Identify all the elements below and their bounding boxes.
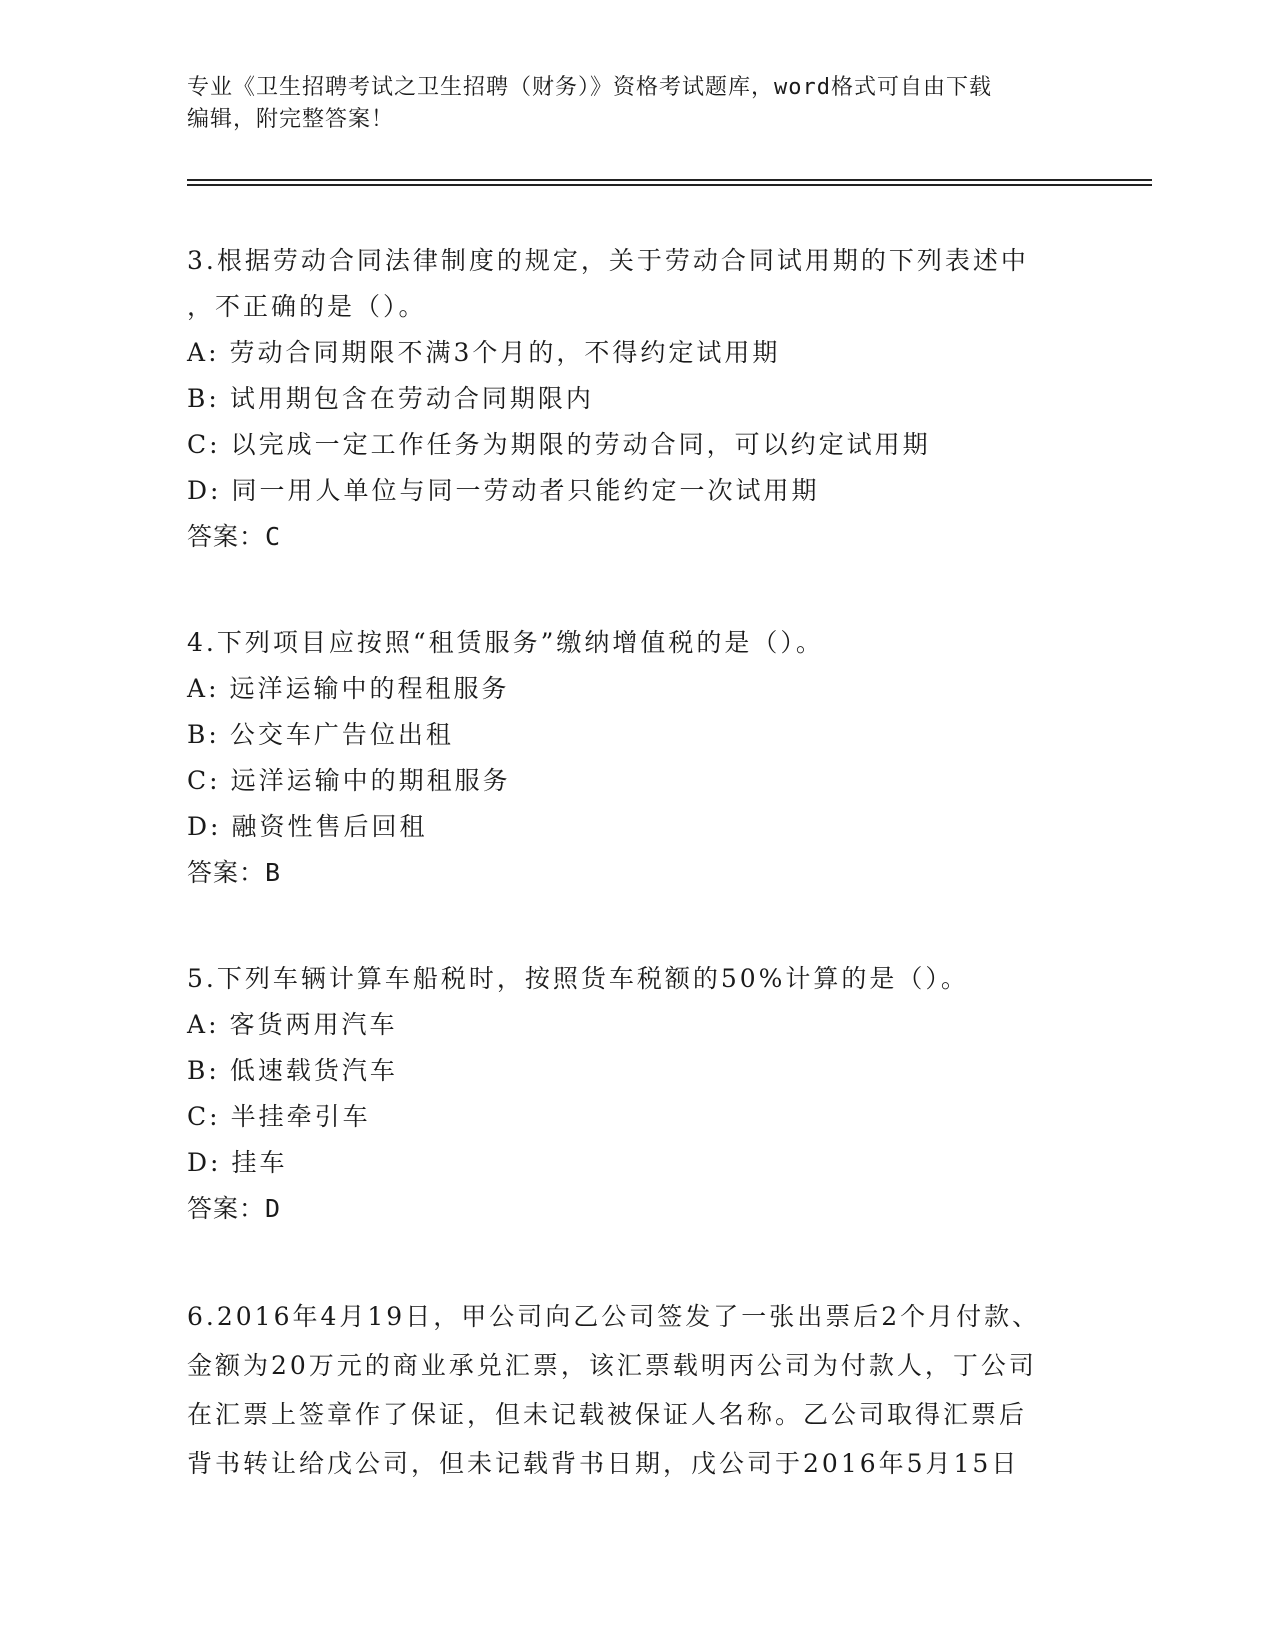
option-letter: A	[187, 1010, 209, 1039]
option-d: D: 同一用人单位与同一劳动者只能约定一次试用期	[187, 476, 820, 505]
question-stem-line: 金额为20万元的商业承兑汇票，该汇票载明丙公司为付款人，丁公司	[187, 1351, 1037, 1380]
question-stem-line: 背书转让给戊公司，但未记载背书日期，戊公司于2016年5月15日	[187, 1449, 1020, 1478]
option-a: A: 客货两用汽车	[187, 1010, 398, 1039]
option-letter: C	[187, 766, 210, 795]
question-3	[187, 238, 1087, 560]
header-divider-bottom	[187, 184, 1152, 186]
answer-line: 答案：C	[187, 522, 282, 551]
option-letter: D	[187, 812, 211, 841]
question-stem	[187, 620, 1087, 666]
question-stem-line: 5.下列车辆计算车船税时，按照货车税额的50%计算的是（）。	[187, 964, 969, 993]
answer-line: 答案：D	[187, 1194, 282, 1223]
header-divider-top	[187, 179, 1152, 181]
option-letter: D	[187, 476, 211, 505]
option-text: 客货两用汽车	[229, 1010, 398, 1039]
option-text: 挂车	[231, 1148, 288, 1177]
option-c: C: 以完成一定工作任务为期限的劳动合同，可以约定试用期	[187, 430, 931, 459]
option-text: 以完成一定工作任务为期限的劳动合同，可以约定试用期	[230, 430, 931, 459]
option-a: A: 远洋运输中的程租服务	[187, 674, 510, 703]
option-text: 融资性售后回租	[231, 812, 428, 841]
question-stem-line: 3.根据劳动合同法律制度的规定，关于劳动合同试用期的下列表述中	[187, 246, 1029, 275]
option-text: 远洋运输中的程租服务	[229, 674, 510, 703]
question-stem	[187, 238, 1087, 330]
option-d: D: 挂车	[187, 1148, 288, 1177]
option-letter: A	[187, 338, 209, 367]
question-stem	[187, 956, 1087, 1002]
option-letter: A	[187, 674, 209, 703]
option-text: 半挂牵引车	[230, 1102, 371, 1131]
question-4	[187, 620, 1087, 896]
option-letter: C	[187, 1102, 210, 1131]
option-b: B: 低速载货汽车	[187, 1056, 398, 1085]
option-letter: D	[187, 1148, 211, 1177]
option-letter: B	[187, 1056, 209, 1085]
question-stem-line: ，不正确的是（）。	[187, 292, 427, 321]
option-text: 远洋运输中的期租服务	[230, 766, 511, 795]
option-c: C: 远洋运输中的期租服务	[187, 766, 511, 795]
option-letter: B	[187, 720, 209, 749]
question-stem-line: 6.2016年4月19日，甲公司向乙公司签发了一张出票后2个月付款、	[187, 1302, 1041, 1331]
document-header	[187, 72, 1087, 136]
option-b: B: 公交车广告位出租	[187, 720, 454, 749]
option-text: 公交车广告位出租	[229, 720, 454, 749]
question-stem	[187, 1292, 1087, 1488]
option-b: B: 试用期包含在劳动合同期限内	[187, 384, 594, 413]
question-stem-line: 在汇票上签章作了保证，但未记载被保证人名称。乙公司取得汇票后	[187, 1400, 1028, 1429]
answer-line: 答案：B	[187, 858, 282, 887]
option-letter: C	[187, 430, 210, 459]
question-6	[187, 1292, 1087, 1488]
option-text: 试用期包含在劳动合同期限内	[229, 384, 594, 413]
question-list	[187, 238, 1087, 1548]
option-text: 低速载货汽车	[229, 1056, 398, 1085]
header-line-2: 编辑，附完整答案！	[187, 107, 395, 132]
option-a: A: 劳动合同期限不满3个月的，不得约定试用期	[187, 338, 781, 367]
option-c: C: 半挂牵引车	[187, 1102, 371, 1131]
option-letter: B	[187, 384, 209, 413]
option-d: D: 融资性售后回租	[187, 812, 428, 841]
question-5	[187, 956, 1087, 1232]
header-line-1: 专业《卫生招聘考试之卫生招聘（财务）》资格考试题库，word格式可自由下载	[187, 75, 992, 100]
question-stem-line: 4.下列项目应按照“租赁服务”缴纳增值税的是（）。	[187, 628, 824, 657]
option-text: 同一用人单位与同一劳动者只能约定一次试用期	[231, 476, 820, 505]
option-text: 劳动合同期限不满3个月的，不得约定试用期	[229, 338, 781, 367]
